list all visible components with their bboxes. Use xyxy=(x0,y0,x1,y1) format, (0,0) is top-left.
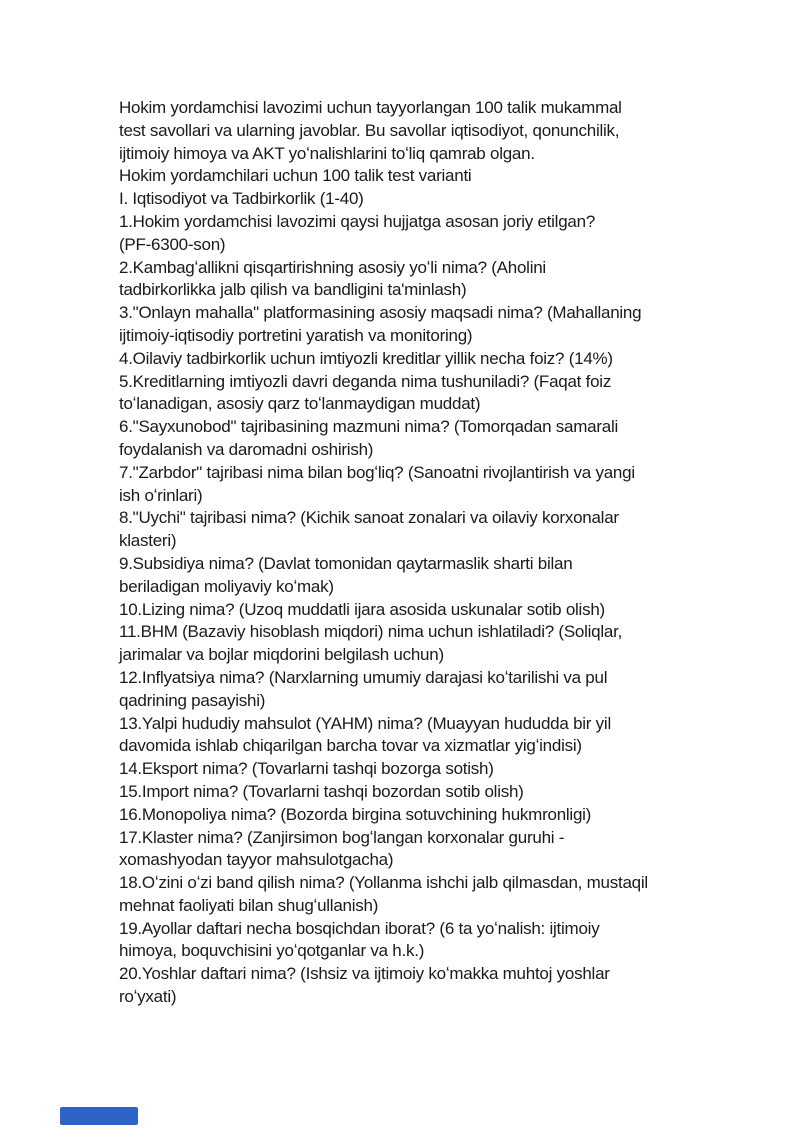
text-line: 20.Yoshlar daftari nima? (Ishsiz va ijtimoiy koʻmakka muhtoj yoshlar xyxy=(119,964,610,984)
text-line: 18.Oʻzini oʻzi band qilish nima? (Yollanma ishchi jalb qilmasdan, mustaqil xyxy=(119,873,648,893)
text-line: 16.Monopoliya nima? (Bozorda birgina sotuvchining hukmronligi) xyxy=(119,804,592,824)
text-line: 14.Eksport nima? (Tovarlarni tashqi bozorga sotish) xyxy=(119,759,494,779)
text-line: 6."Sayxunobod" tajribasining mazmuni nima? (Tomorqadan samarali xyxy=(119,417,619,437)
text-line: 15.Import nima? (Tovarlarni tashqi bozordan sotib olish) xyxy=(119,781,524,801)
text-line: (PF-6300-son) xyxy=(119,234,226,254)
text-line: 17.Klaster nima? (Zanjirsimon bogʻlangan korxonalar guruhi - xyxy=(119,827,565,847)
text-line: 1.Hokim yordamchisi lavozimi qaysi hujjatga asosan joriy etilgan? xyxy=(119,211,596,231)
text-line: 7."Zarbdor" tajribasi nima bilan bogʻliq? (Sanoatni rivojlantirish va yangi xyxy=(119,462,635,482)
text-line: tadbirkorlikka jalb qilish va bandligini ta'minlash) xyxy=(119,280,467,300)
text-line: Hokim yordamchisi lavozimi uchun tayyorlangan 100 talik mukammal xyxy=(119,98,622,117)
text-line: 8."Uychi" tajribasi nima? (Kichik sanoat zonalari va oilaviy korxonalar xyxy=(119,508,619,528)
text-line: 5.Kreditlarning imtiyozli davri deganda nima tushuniladi? (Faqat foiz xyxy=(119,371,612,391)
text-line: ijtimoiy himoya va AKT yoʻnalishlarini toʻliq qamrab olgan. xyxy=(119,143,535,163)
text-line: I. Iqtisodiyot va Tadbirkorlik (1-40) xyxy=(119,189,364,209)
text-line: himoya, boquvchisini yoʻqotganlar va h.k.) xyxy=(119,941,425,961)
text-line: 10.Lizing nima? (Uzoq muddatli ijara asosida uskunalar sotib olish) xyxy=(119,599,605,619)
text-line: 9.Subsidiya nima? (Davlat tomonidan qaytarmaslik sharti bilan xyxy=(119,553,573,573)
text-line: beriladigan moliyaviy koʻmak) xyxy=(119,576,334,596)
text-line: xomashyodan tayyor mahsulotgacha) xyxy=(119,850,394,870)
text-line: 11.BHM (Bazaviy hisoblash miqdori) nima uchun ishlatiladi? (Soliqlar, xyxy=(119,622,623,642)
text-line: davomida ishlab chiqarilgan barcha tovar va xizmatlar yigʻindisi) xyxy=(119,736,582,756)
text-line: ijtimoiy-iqtisodiy portretini yaratish va monitoring) xyxy=(119,325,473,345)
text-line: 3."Onlayn mahalla" platformasining asosiy maqsadi nima? (Mahallaning xyxy=(119,303,642,323)
text-line: foydalanish va daromadni oshirish) xyxy=(119,439,374,459)
text-line: roʻyxati) xyxy=(119,987,177,1007)
text-line: 13.Yalpi hududiy mahsulot (YAHM) nima? (Muayyan hududda bir yil xyxy=(119,713,611,733)
text-line: toʻlanadigan, asosiy qarz toʻlanmaydigan muddat) xyxy=(119,394,481,414)
text-line: test savollari va ularning javoblar. Bu savollar iqtisodiyot, qonunchilik, xyxy=(119,120,620,140)
text-line: 4.Oilaviy tadbirkorlik uchun imtiyozli kreditlar yillik necha foiz? (14%) xyxy=(119,348,613,368)
text-line: ish oʻrinlari) xyxy=(119,485,203,505)
blue-accent-bar xyxy=(60,1107,138,1125)
text-line: 12.Inflyatsiya nima? (Narxlarning umumiy darajasi koʻtarilishi va pul xyxy=(119,667,608,687)
text-line: 19.Ayollar daftari necha bosqichdan iborat? (6 ta yoʻnalish: ijtimoiy xyxy=(119,918,600,938)
text-line: Hokim yordamchilari uchun 100 talik test varianti xyxy=(119,166,472,186)
text-line: mehnat faoliyati bilan shugʻullanish) xyxy=(119,895,379,915)
document-text-block xyxy=(119,97,697,1009)
text-line: 2.Kambagʻallikni qisqartirishning asosiy yoʻli nima? (Aholini xyxy=(119,257,546,277)
text-line: qadrining pasayishi) xyxy=(119,690,266,710)
text-line: klasteri) xyxy=(119,531,177,551)
text-line: jarimalar va bojlar miqdorini belgilash uchun) xyxy=(119,645,444,665)
